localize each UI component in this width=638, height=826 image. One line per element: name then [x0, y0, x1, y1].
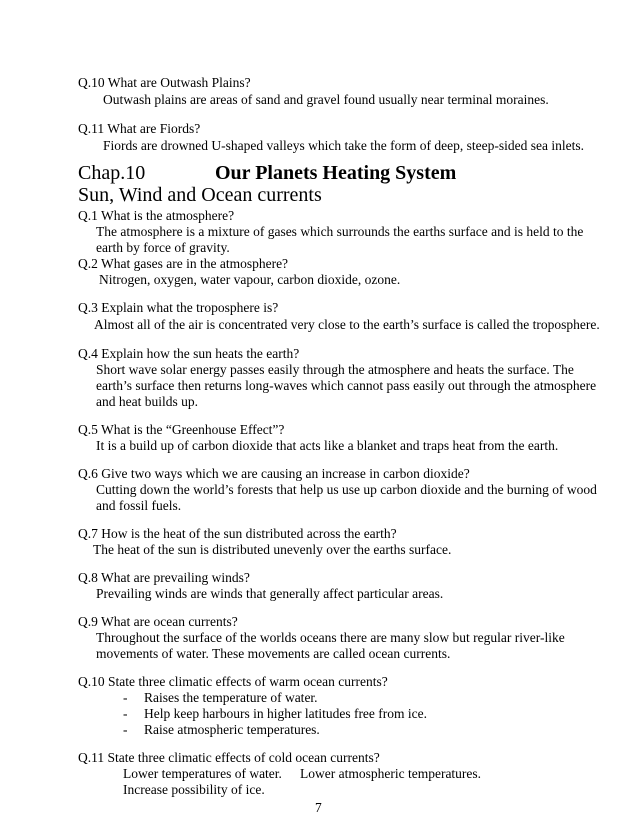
answer-q11-fiords: Fiords are drowned U-shaped valleys which take the form of deep, steep-sided sea inlets.	[103, 138, 584, 153]
question-q6: Q.6 Give two ways which we are causing an increase in carbon dioxide?	[78, 466, 470, 481]
answer-q11-cold-2: Lower atmospheric temperatures.	[300, 766, 482, 781]
answer-q4-line1: Short wave solar energy passes easily through the atmosphere and heats the surface. The	[96, 362, 574, 377]
list-item-warm-2: Help keep harbours in higher latitudes free from ice.	[144, 706, 428, 721]
question-q3: Q.3 Explain what the troposphere is?	[78, 300, 279, 315]
question-q9: Q.9 What are ocean currents?	[78, 614, 238, 629]
answer-q4-line3: and heat builds up.	[96, 394, 198, 409]
chapter-title: Our Planets Heating System	[215, 162, 457, 184]
chapter-number: Chap.10	[78, 162, 146, 184]
answer-q11-cold-3: Increase possibility of ice.	[123, 782, 265, 797]
chapter-subtitle: Sun, Wind and Ocean currents	[78, 184, 322, 206]
answer-q2: Nitrogen, oxygen, water vapour, carbon dioxide, ozone.	[99, 272, 401, 287]
question-q4: Q.4 Explain how the sun heats the earth?	[78, 346, 300, 361]
question-q11-cold-currents: Q.11 State three climatic effects of cold ocean currents?	[78, 750, 380, 765]
list-bullet: -	[123, 706, 128, 721]
answer-q6-line1: Cutting down the world’s forests that help us use up carbon dioxide and the burning of wood	[96, 482, 597, 497]
answer-q9-line1: Throughout the surface of the worlds oceans there are many slow but regular river-like	[96, 630, 565, 645]
question-q7: Q.7 How is the heat of the sun distributed across the earth?	[78, 526, 397, 541]
question-q10-outwash: Q.10 What are Outwash Plains?	[78, 75, 251, 90]
answer-q4-line2: earth’s surface then returns long-waves which cannot pass easily out through the atmosphere	[96, 378, 597, 393]
question-q10-warm-currents: Q.10 State three climatic effects of warm ocean currents?	[78, 674, 388, 689]
list-bullet: -	[123, 690, 128, 705]
question-q11-fiords: Q.11 What are Fiords?	[78, 121, 201, 136]
page-number: 7	[315, 800, 322, 815]
answer-q5: It is a build up of carbon dioxide that acts like a blanket and traps heat from the earth.	[96, 438, 559, 453]
answer-q10-outwash: Outwash plains are areas of sand and gravel found usually near terminal moraines.	[103, 92, 549, 107]
answer-q1-line2: earth by force of gravity.	[96, 240, 230, 255]
question-q1: Q.1 What is the atmosphere?	[78, 208, 235, 223]
list-item-warm-1: Raises the temperature of water.	[144, 690, 318, 705]
answer-q8: Prevailing winds are winds that generally affect particular areas.	[96, 586, 444, 601]
list-item-warm-3: Raise atmospheric temperatures.	[144, 722, 320, 737]
question-q2: Q.2 What gases are in the atmosphere?	[78, 256, 289, 271]
answer-q7: The heat of the sun is distributed unevenly over the earths surface.	[93, 542, 452, 557]
answer-q11-cold-1: Lower temperatures of water.	[123, 766, 282, 781]
answer-q1-line1: The atmosphere is a mixture of gases which surrounds the earths surface and is held to the	[96, 224, 584, 239]
answer-q6-line2: and fossil fuels.	[96, 498, 182, 513]
answer-q3: Almost all of the air is concentrated very close to the earth’s surface is called the troposphere.	[94, 317, 600, 332]
question-q5: Q.5 What is the “Greenhouse Effect”?	[78, 422, 285, 437]
question-q8: Q.8 What are prevailing winds?	[78, 570, 250, 585]
list-bullet: -	[123, 722, 128, 737]
answer-q9-line2: movements of water. These movements are called ocean currents.	[96, 646, 451, 661]
